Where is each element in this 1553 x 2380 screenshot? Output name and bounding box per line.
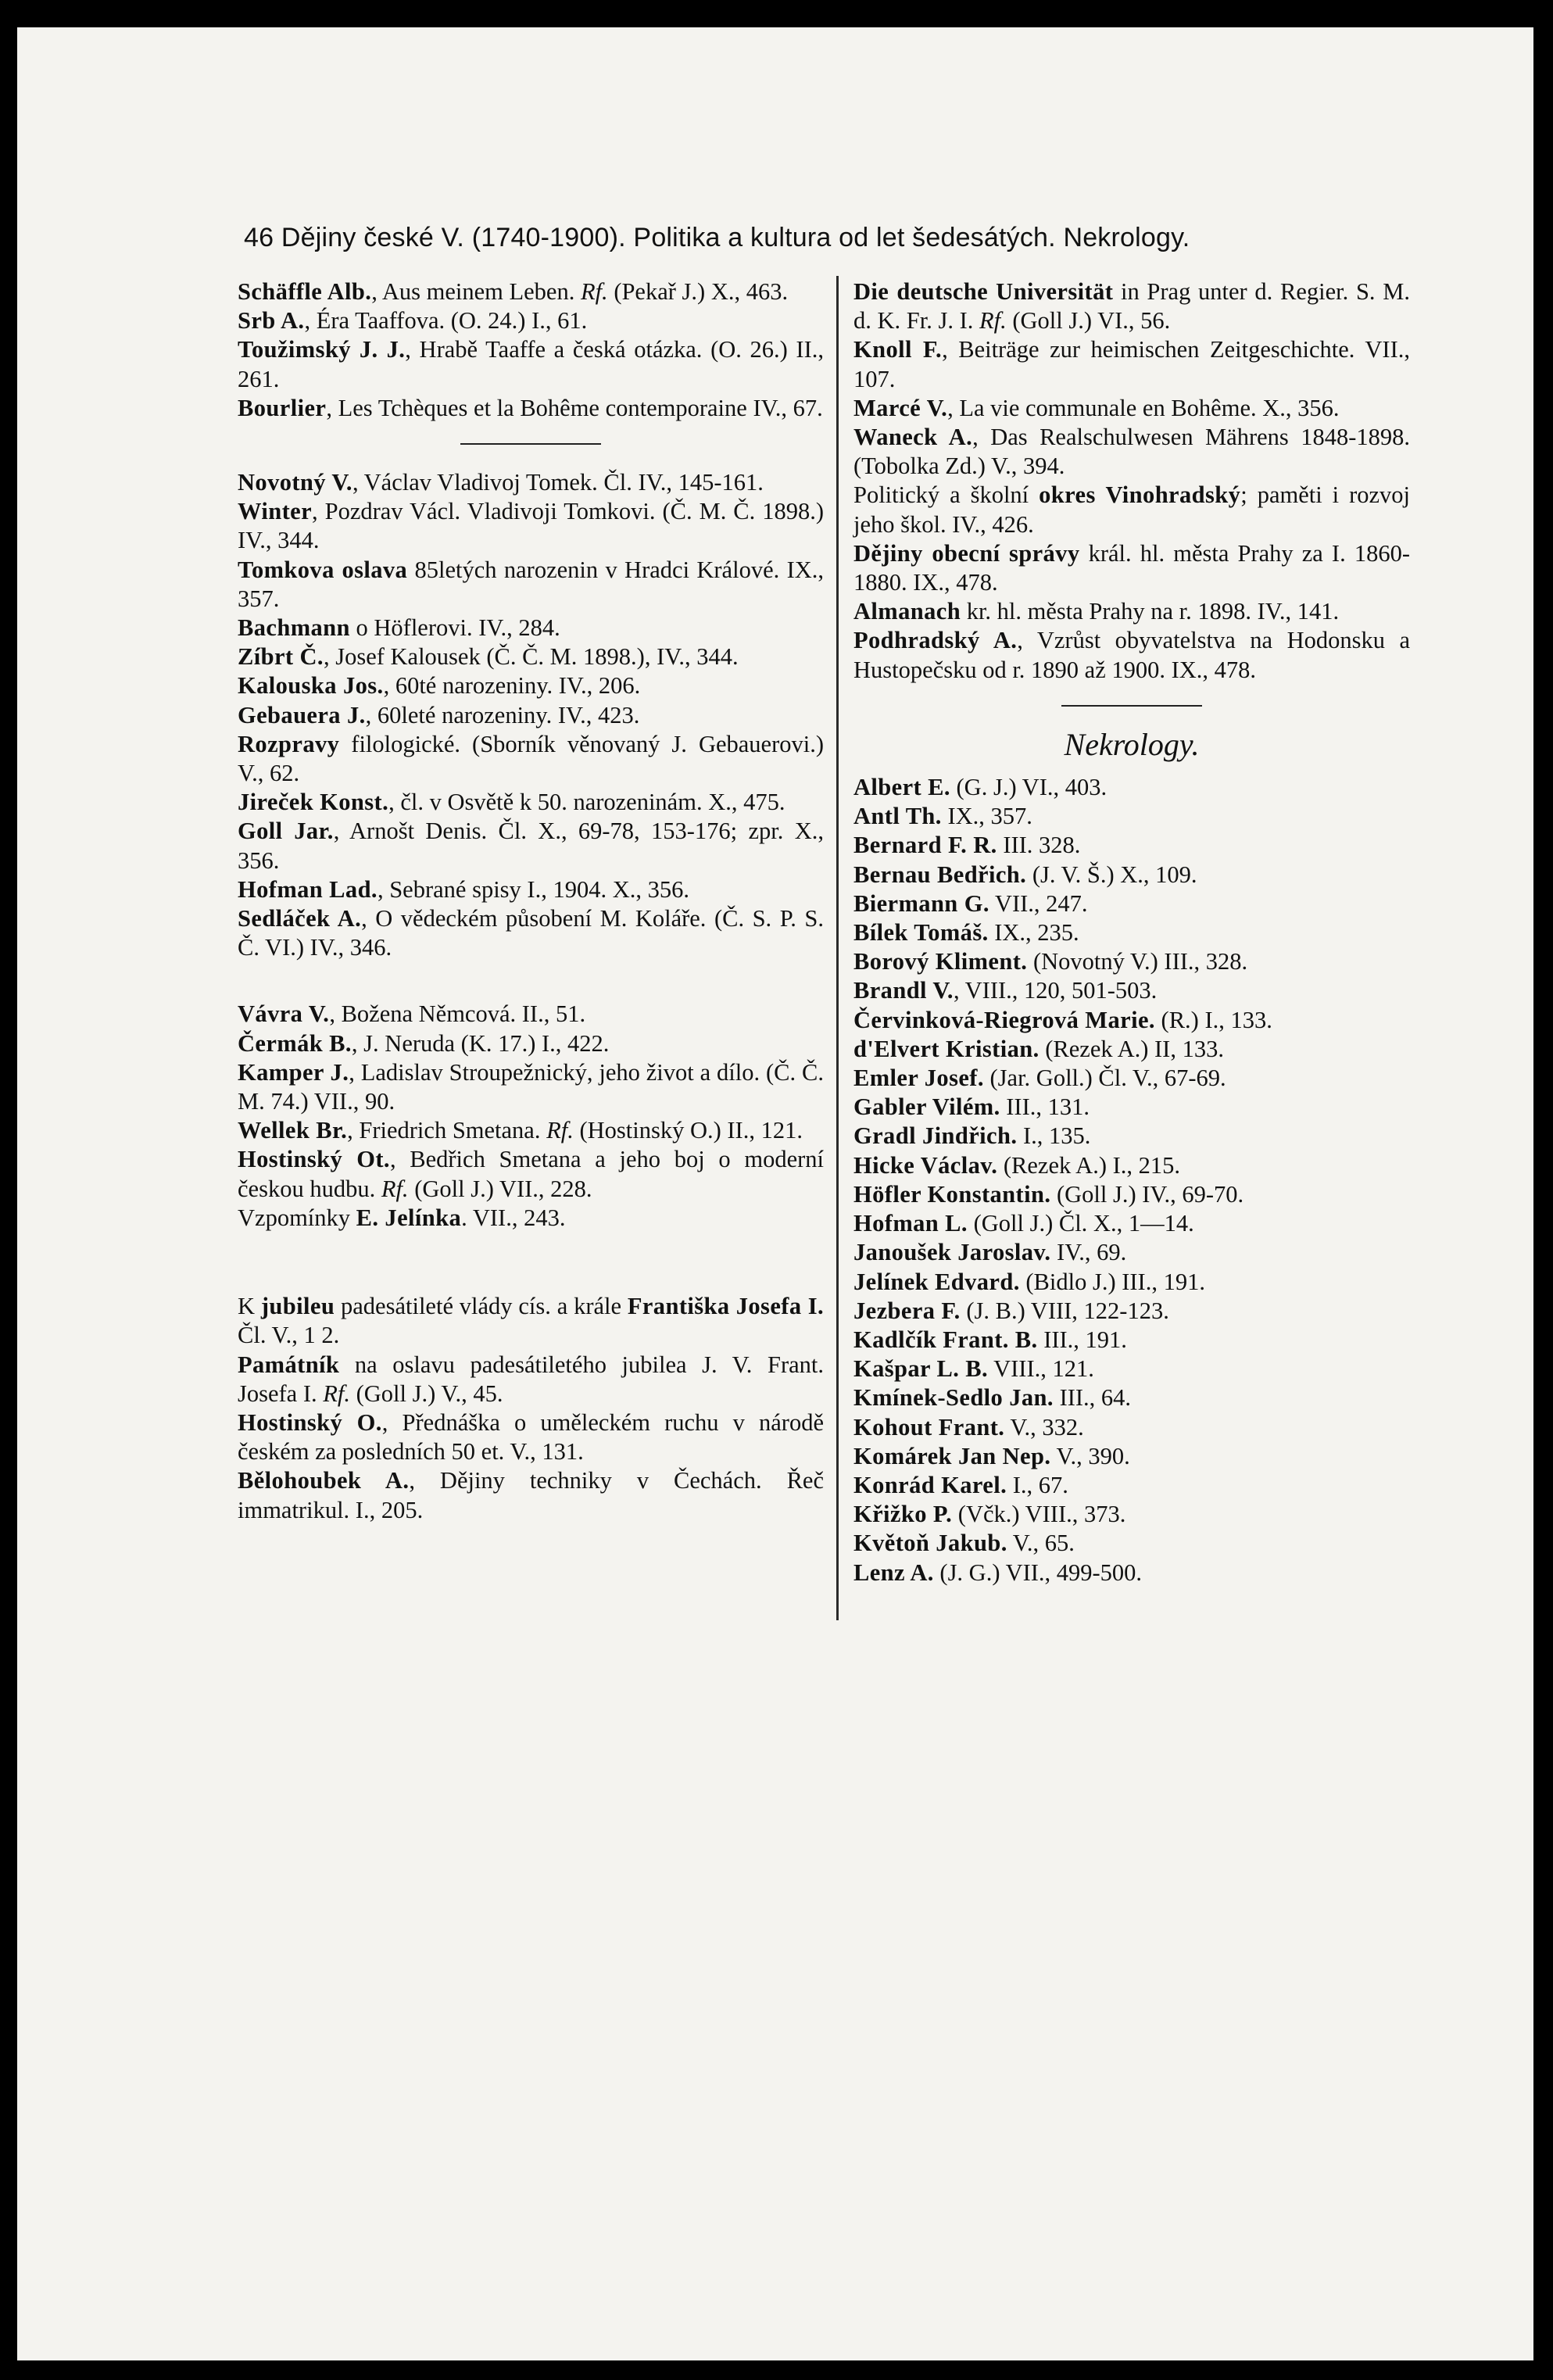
entry-name: Jezbera F. bbox=[853, 1297, 961, 1324]
necrology-item: Hofman L. (Goll J.) Čl. X., 1—14. bbox=[853, 1210, 1194, 1237]
entry-name: Kamper J. bbox=[238, 1058, 349, 1086]
necrology-item: Lenz A. (J. G.) VII., 499-500. bbox=[853, 1559, 1143, 1586]
list-item: Toužimský J. J., Hrabě Taaffe a česká otázka. (O. 26.) II., 261. bbox=[238, 336, 824, 392]
entry-name: Höfler Konstantin. bbox=[853, 1180, 1051, 1208]
entry-name: Červinková-Riegrová Marie. bbox=[853, 1006, 1155, 1033]
list-item: Vávra V., Božena Němcová. II., 51. bbox=[238, 1000, 586, 1028]
list-item: Politický a školní okres Vinohradský; paměti i rozvoj jeho škol. IV., 426. bbox=[853, 481, 1411, 538]
entry-name: Kadlčík Frant. B. bbox=[853, 1326, 1038, 1353]
entry-name: E. Jelínka bbox=[356, 1204, 462, 1231]
list-item: Marcé V., La vie communale en Bohême. X., 356. bbox=[853, 394, 1340, 421]
list-item: Rozpravy filologické. (Sborník věnovaný J. Gebauerovi.) V., 62. bbox=[238, 730, 824, 787]
entry-name: Gabler Vilém. bbox=[853, 1093, 1000, 1121]
entry-name: okres Vinohradský bbox=[1039, 481, 1241, 509]
entry-name: Borový Kliment. bbox=[853, 948, 1028, 975]
necrology-item: Höfler Konstantin. (Goll J.) IV., 69-70. bbox=[853, 1180, 1244, 1208]
necrology-item: Jezbera F. (J. B.) VIII, 122-123. bbox=[853, 1297, 1169, 1324]
necrology-item: Kohout Frant. V., 332. bbox=[853, 1413, 1084, 1441]
list-item: Sedláček A., O vědeckém působení M. Koláře. (Č. S. P. S. Č. VI.) IV., 346. bbox=[238, 905, 824, 961]
entry-name: Albert E. bbox=[853, 774, 950, 801]
entry-name: Marcé V. bbox=[853, 394, 948, 421]
necrology-item: Komárek Jan Nep. V., 390. bbox=[853, 1442, 1130, 1469]
list-item: Hostinský O., Přednáška o uměleckém ruchu v národě českém za posledních 50 et. V., 131. bbox=[238, 1408, 824, 1466]
list-item: Goll Jar., Arnošt Denis. Čl. X., 69-78, 153-176; zpr. X., 356. bbox=[238, 818, 824, 874]
entry-name: Toužimský J. J. bbox=[238, 336, 406, 363]
list-item: Bělohoubek A., Dějiny techniky v Čechách. Řeč immatrikul. I., 205. bbox=[238, 1467, 824, 1523]
entry-name: Hostinský Ot. bbox=[238, 1146, 390, 1173]
entry-name: Lenz A. bbox=[853, 1559, 934, 1586]
list-item: Die deutsche Universität in Prag unter d. Regier. S. M. d. K. Fr. J. I. Rf. (Goll J.) VI., 56. bbox=[853, 278, 1410, 335]
entry-name: Bílek Tomáš. bbox=[853, 919, 989, 947]
list-item: Knoll F., Beiträge zur heimischen Zeitgeschichte. VII., 107. bbox=[853, 336, 1410, 392]
entry-name: Květoň Jakub. bbox=[853, 1530, 1007, 1557]
entry-name: Rozpravy bbox=[238, 730, 340, 757]
entry-name: Novotný V. bbox=[238, 469, 352, 496]
entry-name: Winter bbox=[238, 498, 313, 525]
entry-name: Křižko P. bbox=[853, 1501, 953, 1528]
entry-name: Sedláček A. bbox=[238, 905, 362, 932]
list-item: Almanach kr. hl. města Prahy na r. 1898. IV., 141. bbox=[853, 598, 1340, 625]
necrology-item: Emler Josef. (Jar. Goll.) Čl. V., 67-69. bbox=[853, 1065, 1226, 1092]
entry-name: Srb A. bbox=[238, 307, 305, 335]
entry-name: Jelínek Edvard. bbox=[853, 1268, 1020, 1295]
entry-name: Biermann G. bbox=[853, 889, 989, 917]
list-item: Čermák B., J. Neruda (K. 17.) I., 422. bbox=[238, 1029, 610, 1057]
entry-name: Schäffle Alb. bbox=[238, 278, 372, 305]
necrology-item: Albert E. (G. J.) VI., 403. bbox=[853, 774, 1107, 801]
necrology-item: Kašpar L. B. VIII., 121. bbox=[853, 1355, 1094, 1383]
entry-name: Die deutsche Universität bbox=[853, 278, 1114, 305]
necrology-item: Květoň Jakub. V., 65. bbox=[853, 1530, 1075, 1557]
entry-name: Kašpar L. B. bbox=[853, 1355, 989, 1383]
entry-name: Waneck A. bbox=[853, 424, 973, 451]
entry-name: Podhradský A. bbox=[853, 627, 1018, 654]
section-rule bbox=[460, 443, 601, 445]
book-page bbox=[17, 27, 1533, 2360]
list-item: Vzpomínky E. Jelínka. VII., 243. bbox=[238, 1204, 566, 1231]
entry-name: Čermák B. bbox=[238, 1029, 352, 1057]
necrology-item: Jelínek Edvard. (Bidlo J.) III., 191. bbox=[853, 1268, 1205, 1295]
entry-name: Hostinský O. bbox=[238, 1408, 382, 1436]
list-item: Schäffle Alb., Aus meinem Leben. Rf. (Pekař J.) X., 463. bbox=[238, 278, 789, 305]
list-item: Gebauera J., 60leté narozeniny. IV., 423. bbox=[238, 701, 640, 728]
column-divider bbox=[836, 276, 839, 1620]
necrology-item: d'Elvert Kristian. (Rezek A.) II, 133. bbox=[853, 1035, 1224, 1062]
necrology-item: Janoušek Jaroslav. IV., 69. bbox=[853, 1239, 1127, 1266]
necrology-item: Biermann G. VII., 247. bbox=[853, 889, 1088, 917]
list-item: Podhradský A., Vzrůst obyvatelstva na Hodonsku a Hustopečsku od r. 1890 až 1900. IX., 478. bbox=[853, 627, 1410, 683]
list-item: Dějiny obecní správy král. hl. města Prahy za I. 1860-1880. IX., 478. bbox=[853, 539, 1410, 596]
entry-name: Bachmann bbox=[238, 614, 350, 642]
entry-name: Emler Josef. bbox=[853, 1065, 984, 1092]
list-item: Novotný V., Václav Vladivoj Tomek. Čl. IV., 145-161. bbox=[238, 469, 764, 496]
entry-name: d'Elvert Kristian. bbox=[853, 1035, 1040, 1062]
running-header: 46 Dějiny české V. (1740-1900). Politika a kultura od let šedesátých. Nekrology. bbox=[244, 223, 1190, 252]
entry-name: Konrád Karel. bbox=[853, 1471, 1007, 1498]
list-item: Kamper J., Ladislav Stroupežnický, jeho život a dílo. (Č. Č. M. 74.) VII., 90. bbox=[238, 1058, 824, 1115]
necrology-item: Červinková-Riegrová Marie. (R.) I., 133. bbox=[853, 1006, 1272, 1033]
list-item: Bachmann o Höflerovi. IV., 284. bbox=[238, 614, 560, 642]
entry-name: Gradl Jindřich. bbox=[853, 1122, 1018, 1150]
necrology-item: Křižko P. (Včk.) VIII., 373. bbox=[853, 1501, 1126, 1528]
entry-name: Bernau Bedřich. bbox=[853, 861, 1027, 888]
necrology-item: Bílek Tomáš. IX., 235. bbox=[853, 919, 1079, 947]
necrology-item: Brandl V., VIII., 120, 501-503. bbox=[853, 977, 1158, 1004]
necrology-item: Bernard F. R. III. 328. bbox=[853, 832, 1081, 859]
list-item: Jireček Konst., čl. v Osvětě k 50. narozeninám. X., 475. bbox=[238, 789, 785, 816]
right-column bbox=[853, 277, 1410, 1587]
list-item: Waneck A., Das Realschulwesen Mährens 1848-1898. (Tobolka Zd.) V., 394. bbox=[853, 424, 1410, 480]
entry-name: Goll Jar. bbox=[238, 818, 334, 845]
entry-name: Hofman L. bbox=[853, 1210, 968, 1237]
section-rule bbox=[1061, 705, 1202, 707]
entry-name: Bernard F. R. bbox=[853, 832, 997, 859]
list-item: Kalouska Jos., 60té narozeniny. IV., 206. bbox=[238, 672, 641, 700]
list-item: Památník na oslavu padesátiletého jubilea J. V. Frant. Josefa I. Rf. (Goll J.) V., 45. bbox=[238, 1351, 824, 1407]
list-item: Wellek Br., Friedrich Smetana. Rf. (Hostinský O.) II., 121. bbox=[238, 1117, 803, 1144]
entry-name: Bělohoubek A. bbox=[238, 1467, 410, 1494]
necrology-item: Borový Kliment. (Novotný V.) III., 328. bbox=[853, 948, 1248, 975]
list-item: Hostinský Ot., Bedřich Smetana a jeho boj o moderní českou hudbu. Rf. (Goll J.) VII., 228. bbox=[238, 1146, 824, 1202]
entry-name: Hofman Lad. bbox=[238, 875, 378, 903]
entry-name: Janoušek Jaroslav. bbox=[853, 1239, 1051, 1266]
necrology-item: Kadlčík Frant. B. III., 191. bbox=[853, 1326, 1127, 1353]
entry-name: Antl Th. bbox=[853, 803, 942, 830]
entry-name: Knoll F. bbox=[853, 336, 943, 363]
entry-name: Gebauera J. bbox=[238, 701, 366, 728]
entry-name: Kmínek-Sedlo Jan. bbox=[853, 1384, 1054, 1412]
entry-name: Vávra V. bbox=[238, 1000, 330, 1028]
list-item: Tomkova oslava 85letých narozenin v Hradci Králové. IX., 357. bbox=[238, 556, 824, 612]
list-item: Bourlier, Les Tchèques et la Bohême contemporaine IV., 67. bbox=[238, 394, 823, 421]
list-item: Zíbrt Č., Josef Kalousek (Č. Č. M. 1898.), IV., 344. bbox=[238, 643, 739, 671]
entry-name: Tomkova oslava bbox=[238, 556, 408, 583]
list-item: Winter, Pozdrav Václ. Vladivoji Tomkovi. (Č. M. Č. 1898.) IV., 344. bbox=[238, 498, 824, 554]
entry-name: Brandl V. bbox=[853, 977, 954, 1004]
entry-name: Komárek Jan Nep. bbox=[853, 1442, 1051, 1469]
entry-name: Wellek Br. bbox=[238, 1117, 348, 1144]
section-title: Nekrology. bbox=[1064, 726, 1200, 762]
entry-name: Kalouska Jos. bbox=[238, 672, 384, 700]
entry-name: Hicke Václav. bbox=[853, 1151, 998, 1179]
necrology-item: Kmínek-Sedlo Jan. III., 64. bbox=[853, 1384, 1132, 1412]
necrology-item: Hicke Václav. (Rezek A.) I., 215. bbox=[853, 1151, 1181, 1179]
necrology-item: Bernau Bedřich. (J. V. Š.) X., 109. bbox=[853, 861, 1197, 888]
entry-name: jubileu bbox=[260, 1293, 335, 1320]
list-item: K jubileu padesátileté vlády cís. a krále Františka Josefa I. Čl. V., 1 2. bbox=[238, 1293, 824, 1349]
necrology-item: Gabler Vilém. III., 131. bbox=[853, 1093, 1090, 1121]
entry-name: Dějiny obecní správy bbox=[853, 539, 1080, 567]
entry-name: Bourlier bbox=[238, 394, 327, 421]
necrology-item: Antl Th. IX., 357. bbox=[853, 803, 1032, 830]
left-column bbox=[238, 277, 824, 1525]
list-item: Hofman Lad., Sebrané spisy I., 1904. X., 356. bbox=[238, 875, 689, 903]
entry-name: Almanach bbox=[853, 598, 961, 625]
entry-name: Zíbrt Č. bbox=[238, 643, 324, 671]
entry-name: Jireček Konst. bbox=[238, 789, 389, 816]
entry-name: Kohout Frant. bbox=[853, 1413, 1005, 1441]
entry-name: Památník bbox=[238, 1351, 340, 1378]
necrology-item: Konrád Karel. I., 67. bbox=[853, 1471, 1068, 1498]
list-item: Srb A., Éra Taaffova. (O. 24.) I., 61. bbox=[238, 307, 588, 335]
necrology-item: Gradl Jindřich. I., 135. bbox=[853, 1122, 1091, 1150]
